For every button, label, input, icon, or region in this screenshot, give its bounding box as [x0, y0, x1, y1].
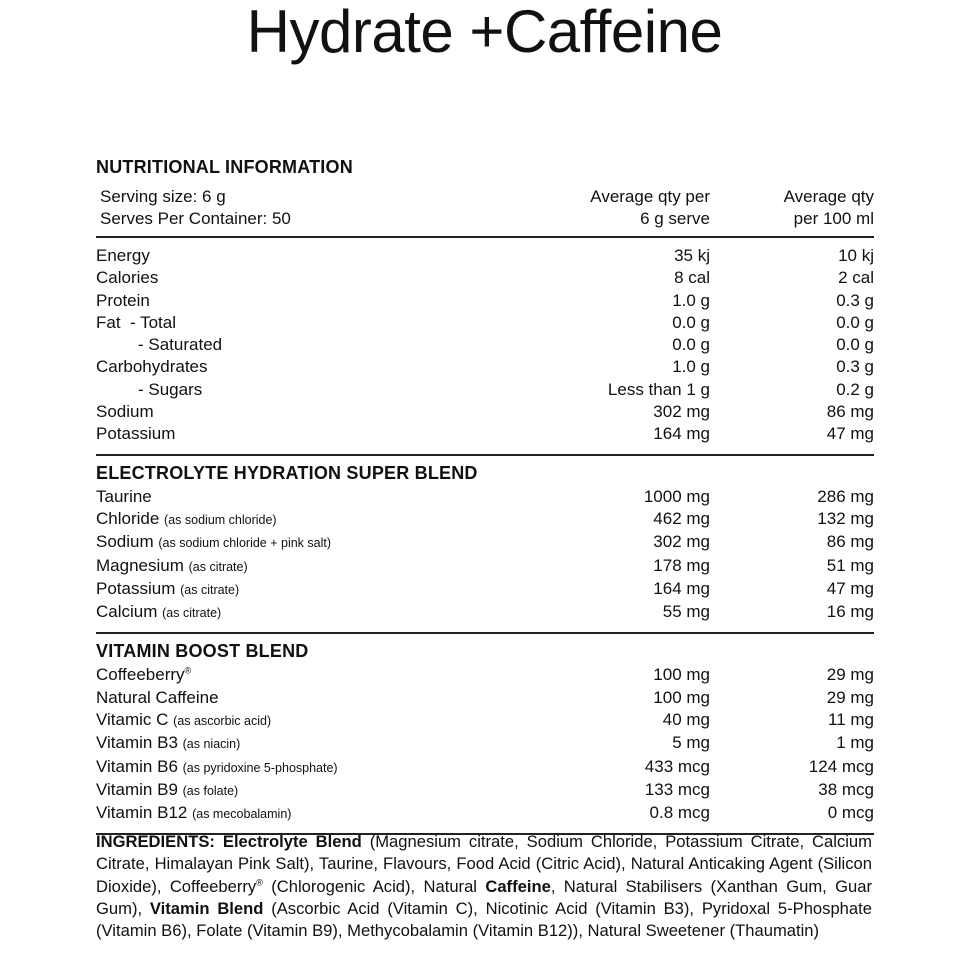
per-serve-value: 8 cal — [674, 268, 710, 288]
per-serve-value: 462 mg — [653, 508, 710, 528]
per-100ml-value: 0.3 g — [836, 357, 874, 377]
per-100ml-value: 1 mg — [836, 733, 874, 753]
table-row — [96, 486, 874, 508]
ingredients-text: (Ascorbic Acid (Vitamin C), Nicotinic Acid (Vitamin B3), Pyridoxal 5-Phosphate (Vitamin B6), Folate (Vitamin B9), Methycobalamin (Vitamin B12)), Natural Sweetener (Thaumatin) — [96, 898, 872, 941]
per-serve-header-line1: Average qty per — [590, 187, 710, 206]
divider — [96, 236, 874, 238]
table-row — [96, 601, 874, 624]
vitamin-blend-label: Vitamin Blend — [149, 898, 264, 918]
nutrition-heading: NUTRITIONAL INFORMATION — [96, 157, 353, 177]
serves-per-container: Serves Per Container: 50 — [100, 208, 291, 228]
ingredients-paragraph — [96, 831, 872, 942]
per-100ml-value: 286 mg — [817, 486, 874, 506]
row-name-text: Natural Caffeine — [96, 687, 219, 707]
row-name: Energy — [96, 246, 150, 265]
per-serve-value: 100 mg — [653, 665, 710, 685]
row-note: (as pyridoxine 5-phosphate) — [182, 760, 338, 775]
per-100ml-value: 124 mcg — [808, 756, 874, 776]
serving-info — [96, 186, 500, 229]
vitamin-heading: VITAMIN BOOST BLEND — [96, 641, 309, 662]
row-name — [96, 687, 510, 709]
per-100ml-value: 0.0 g — [836, 335, 874, 355]
electrolyte-blend-label: Electrolyte Blend — [222, 832, 362, 851]
row-note: (as sodium chloride + pink salt) — [158, 536, 332, 551]
per-100ml-value: 86 mg — [826, 402, 874, 422]
table-row — [96, 578, 874, 601]
row-name: Potassium — [96, 424, 176, 444]
per-100ml-value: 2 cal — [838, 268, 874, 288]
row-name — [96, 779, 510, 802]
per-100ml-header-line1: Average qty — [783, 187, 874, 206]
per-serve-value: 1.0 g — [672, 357, 710, 377]
per-serve-value: 1.0 g — [672, 290, 710, 310]
table-row — [96, 555, 874, 578]
row-name-text: Sodium — [96, 532, 154, 552]
per-100ml-value: 38 mcg — [818, 779, 874, 799]
row-name — [96, 601, 510, 624]
per-100ml-value: 0 mcg — [827, 803, 874, 823]
ingredients-text: (Magnesium citrate, Sodium Chloride, Potassium Citrate, Calcium Citrate, Himalayan Pink Salt), Taurine, Flavours, Food Acid (Citric Acid), Natural Anticaking Agent (Silicon Dioxide), Coffeeberry — [96, 832, 872, 896]
per-serve-value: 1000 mg — [643, 486, 710, 506]
nutrition-panel — [96, 156, 874, 835]
table-row — [96, 245, 874, 267]
table-row — [96, 802, 874, 825]
row-name — [96, 802, 510, 825]
per-100ml-value: 29 mg — [826, 665, 874, 685]
row-name — [96, 508, 510, 531]
per-serve-header — [500, 186, 710, 229]
table-row — [96, 334, 874, 356]
row-note: (as niacin) — [182, 737, 241, 752]
row-note: (as ascorbic acid) — [173, 714, 272, 729]
per-100ml-value: 11 mg — [828, 710, 874, 730]
row-name — [96, 732, 510, 755]
row-name — [96, 531, 510, 554]
per-serve-value: 0.0 g — [672, 335, 710, 355]
table-row — [96, 379, 874, 401]
per-100ml-value: 0.0 g — [836, 312, 874, 332]
table-row — [96, 732, 874, 755]
registered-mark: ® — [184, 665, 192, 676]
per-100ml-value: 16 mg — [826, 602, 874, 622]
row-name: - Saturated — [138, 335, 223, 355]
table-row — [96, 290, 874, 312]
serving-size: Serving size: 6 g — [100, 187, 226, 206]
table-row — [96, 423, 874, 445]
row-note: (as citrate) — [162, 606, 222, 621]
per-serve-value: 178 mg — [653, 555, 710, 575]
table-row — [96, 709, 874, 732]
per-100ml-value: 132 mg — [817, 508, 874, 528]
per-100ml-value: 0.3 g — [836, 290, 874, 310]
row-name-text: Vitamin B6 — [96, 756, 178, 776]
row-name-text: Magnesium — [96, 555, 184, 575]
per-serve-value: 433 mcg — [644, 756, 710, 776]
per-100ml-header-line2: per 100 ml — [793, 208, 874, 228]
row-name: - Sugars — [138, 379, 203, 399]
table-row — [96, 356, 874, 378]
nutrition-header — [96, 186, 874, 229]
per-serve-value: 302 mg — [653, 402, 710, 422]
ingredients-label: INGREDIENTS: — [96, 832, 215, 851]
row-note: (as citrate) — [188, 559, 248, 574]
per-serve-value: 40 mg — [662, 710, 710, 730]
row-note: (as citrate) — [180, 582, 240, 597]
row-name-text: Chloride — [96, 508, 160, 528]
per-serve-header-line2: 6 g serve — [640, 208, 710, 228]
table-row — [96, 508, 874, 531]
row-name-text: Potassium — [96, 578, 176, 598]
nutrition-rows — [96, 245, 874, 446]
row-note: (as folate) — [182, 783, 239, 798]
per-serve-value: 35 kj — [674, 246, 710, 265]
row-name-text: Vitamin B12 — [96, 803, 188, 823]
row-name: Sodium — [96, 402, 154, 422]
row-name — [96, 709, 510, 732]
ingredients-text: (Chlorogenic Acid), Natural — [262, 876, 486, 896]
vitamin-rows — [96, 664, 874, 825]
per-serve-value: Less than 1 g — [607, 379, 710, 399]
per-serve-value: 100 mg — [653, 687, 710, 707]
per-100ml-value: 51 mg — [826, 555, 874, 575]
per-serve-value: 164 mg — [653, 578, 710, 598]
product-title: Hydrate +Caffeine — [246, 0, 723, 65]
per-serve-value: 133 mcg — [644, 779, 710, 799]
row-name-text: Taurine — [96, 486, 152, 506]
row-name-text: Calcium — [96, 602, 158, 622]
row-note: (as sodium chloride) — [164, 512, 277, 527]
row-name — [96, 486, 510, 508]
row-note: (as mecobalamin) — [192, 807, 292, 822]
row-name: Protein — [96, 290, 150, 310]
per-serve-value: 0.0 g — [672, 312, 710, 332]
per-100ml-value: 10 kj — [838, 246, 874, 265]
row-name — [96, 578, 510, 601]
per-100ml-value: 0.2 g — [836, 379, 874, 399]
row-name-text: Vitamic C — [96, 710, 169, 730]
per-100ml-value: 86 mg — [826, 532, 874, 552]
per-100ml-value: 29 mg — [826, 687, 874, 707]
caffeine-label: Caffeine — [485, 876, 551, 896]
per-serve-value: 302 mg — [653, 532, 710, 552]
table-row — [96, 779, 874, 802]
row-name: Fat - Total — [96, 312, 176, 332]
per-serve-value: 164 mg — [653, 424, 710, 444]
row-name-text: Vitamin B3 — [96, 733, 178, 753]
per-100ml-value: 47 mg — [826, 578, 874, 598]
divider — [96, 454, 874, 456]
table-row — [96, 687, 874, 709]
table-row — [96, 756, 874, 779]
table-row — [96, 312, 874, 334]
electrolyte-heading: ELECTROLYTE HYDRATION SUPER BLEND — [96, 462, 478, 483]
table-row — [96, 401, 874, 423]
row-name — [96, 555, 510, 578]
per-serve-value: 55 mg — [662, 602, 710, 622]
row-name — [96, 664, 510, 686]
table-row — [96, 531, 874, 554]
per-serve-value: 0.8 mcg — [649, 803, 710, 823]
table-row — [96, 664, 874, 686]
row-name: Carbohydrates — [96, 357, 208, 377]
row-name — [96, 756, 510, 779]
table-row — [96, 267, 874, 289]
electrolyte-rows — [96, 486, 874, 625]
per-100ml-value: 47 mg — [826, 424, 874, 444]
per-100ml-header — [710, 186, 874, 229]
divider — [96, 632, 874, 634]
ingredients-text: , Natural Stabilisers (Xanthan Gum, Guar Gum), — [96, 876, 873, 918]
per-serve-value: 5 mg — [672, 733, 710, 753]
row-name-text: Vitamin B9 — [96, 779, 178, 799]
registered-mark: ® — [256, 877, 263, 888]
row-name: Calories — [96, 268, 159, 288]
row-name-text: Coffeeberry — [96, 665, 185, 685]
